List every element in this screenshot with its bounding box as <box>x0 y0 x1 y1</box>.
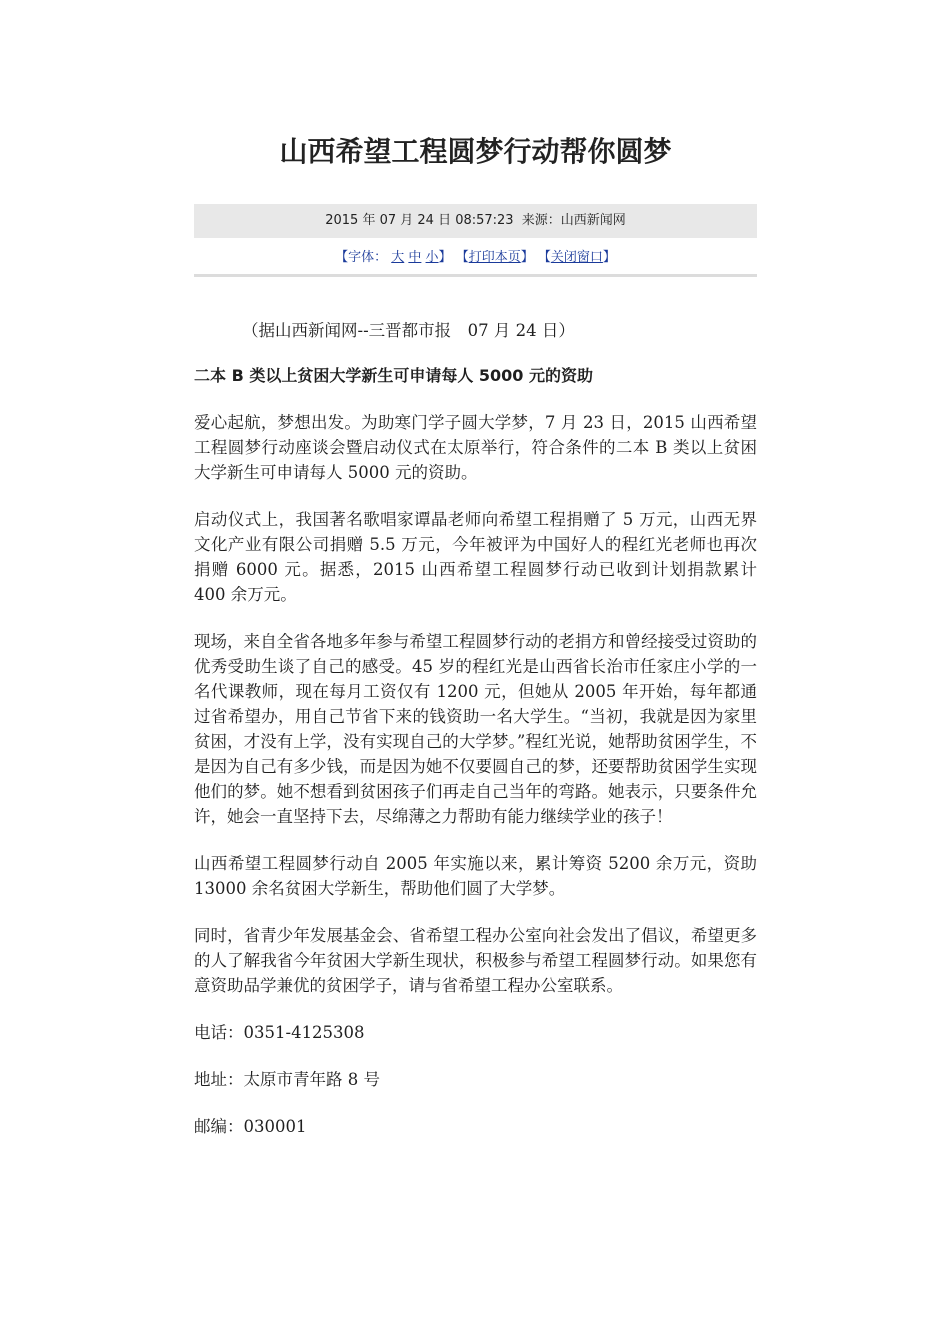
article-subheading: 二本 B 类以上贫困大学新生可申请每人 5000 元的资助 <box>194 366 594 385</box>
contact-postcode: 邮编：030001 <box>194 1117 307 1136</box>
publish-datetime: 2015 年 07 月 24 日 08:57:23 <box>325 213 514 228</box>
print-bracket-close: 】 <box>520 250 534 265</box>
contact-address: 地址：太原市青年路 8 号 <box>194 1070 380 1089</box>
source-line: （据山西新闻网--三晋都市报 07 月 24 日） <box>242 321 575 340</box>
contact-phone: 电话：0351-4125308 <box>194 1023 365 1042</box>
toolbar-divider <box>194 274 757 277</box>
article-title: 山西希望工程圆梦行动帮你圆梦 <box>279 135 672 168</box>
article-body <box>194 318 757 1161</box>
print-bracket-open: 【 <box>455 250 469 265</box>
font-size-bracket-close: 】 <box>438 250 452 265</box>
article-source: 来源：山西新闻网 <box>521 213 626 228</box>
body-paragraph: 山西希望工程圆梦行动自 2005 年实施以来，累计筹资 5200 余万元，资助 13000 余名贫困大学新生，帮助他们圆了大学梦。 <box>194 854 757 898</box>
print-page-link[interactable]: 打印本页 <box>468 250 521 265</box>
font-size-large-link[interactable]: 大 <box>391 250 405 265</box>
font-size-small-link[interactable]: 小 <box>425 250 439 265</box>
article-meta-bar <box>194 204 757 238</box>
body-paragraph: 同时，省青少年发展基金会、省希望工程办公室向社会发出了倡议，希望更多的人了解我省今年贫困大学新生现状，积极参与希望工程圆梦行动。如果您有意资助品学兼优的贫困学子，请与省希望工程办公室联系。 <box>194 926 757 995</box>
font-size-label: 【字体： <box>335 250 388 265</box>
body-paragraph: 启动仪式上，我国著名歌唱家谭晶老师向希望工程捐赠了 5 万元，山西无界文化产业有限公司捐赠 5.5 万元，今年被评为中国好人的程红光老师也再次捐赠 6000 元。据悉，2015 山西希望工程圆梦行动已收到计划捐款累计 400 余万元。 <box>194 510 757 604</box>
close-window-link[interactable]: 关闭窗口 <box>550 250 603 265</box>
close-bracket-close: 】 <box>602 250 616 265</box>
close-bracket-open: 【 <box>537 250 551 265</box>
body-paragraph: 现场，来自全省各地多年参与希望工程圆梦行动的老捐方和曾经接受过资助的优秀受助生谈了自己的感受。45 岁的程红光是山西省长治市任家庄小学的一名代课教师，现在每月工资仅有 1200 元，但她从 2005 年开始，每年都通过省希望办，用自己节省下来的钱资助一名大学生。“当初，我就是因为家里贫困，才没有上学，没有实现自己的大学梦。”程红光说，她帮助贫困学生，不是因为自己有多少钱，而是因为她不仅要圆自己的梦，还要帮助贫困学生实现他们的梦。她不想看到贫困孩子们再走自己当年的弯路。她表示，只要条件允许，她会一直坚持下去，尽绵薄之力帮助有能力继续学业的孩子！ <box>194 632 757 826</box>
body-paragraph: 爱心起航，梦想出发。为助寒门学子圆大学梦，7 月 23 日，2015 山西希望工程圆梦行动座谈会暨启动仪式在太原举行，符合条件的二本 B 类以上贫困大学新生可申请每人 5000 元的资助。 <box>194 413 757 482</box>
font-size-medium-link[interactable]: 中 <box>408 250 422 265</box>
article-toolbar <box>194 248 757 274</box>
